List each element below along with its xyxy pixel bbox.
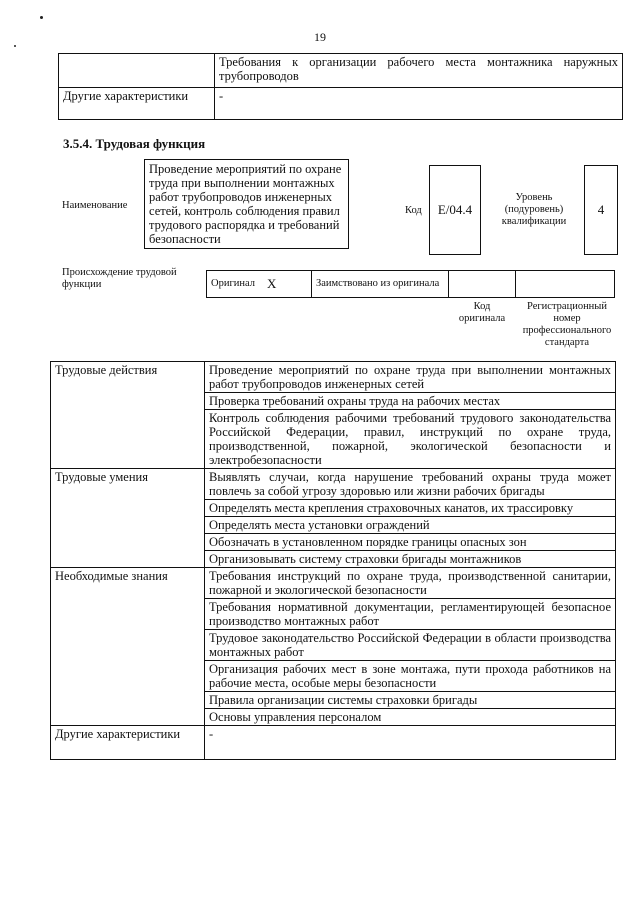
empty-cell <box>59 54 215 88</box>
original-code-caption: Код оригинала <box>458 301 506 324</box>
registration-number-caption: Регистрационный номер профессионального стандарта <box>522 301 612 348</box>
knowledge-item: Основы управления персоналом <box>205 709 616 726</box>
top-table-requirement: Требования к организации рабочего места монтажника наружных трубопроводов <box>215 54 623 88</box>
scan-dot <box>14 45 16 47</box>
main-table <box>50 361 616 760</box>
skill-item: Организовывать систему страховки бригады монтажников <box>205 551 616 568</box>
function-name: Проведение мероприятий по охране труда при выполнении монтажных работ трубопроводов инженерных сетей, контроль соблюдения правил трудового распорядка и требований безопасности <box>144 159 349 249</box>
qualification-level: 4 <box>584 165 618 255</box>
knowledge-item: Трудовое законодательство Российской Федерации в области производства монтажных работ <box>205 630 616 661</box>
section-title: 3.5.4. Трудовая функция <box>63 136 206 151</box>
original-code-cell <box>449 271 516 298</box>
original-label: Оригинал <box>207 271 264 298</box>
knowledge-item: Организация рабочих мест в зоне монтажа, пути прохода работников на рабочие места, особые меры безопасности <box>205 661 616 692</box>
name-label: Наименование <box>62 200 128 211</box>
page-number: 19 <box>314 30 326 44</box>
origin-label: Происхождение трудовой функции <box>62 267 177 290</box>
knowledge-label: Необходимые знания <box>51 568 205 726</box>
code-label: Код <box>405 205 422 216</box>
knowledge-item: Требования инструкций по охране труда, производственной санитарии, пожарной и экологической безопасности <box>205 568 616 599</box>
other-characteristics-value: - <box>215 88 623 120</box>
action-item: Контроль соблюдения рабочими требований трудового законодательства Российской Федерации, правил, инструкций по охране труда, производственной, пожарной, экологической безопасности и электробезопасности <box>205 410 616 469</box>
action-item: Проведение мероприятий по охране труда при выполнении монтажных работ трубопроводов инженерных сетей <box>205 362 616 393</box>
qualification-level-label: Уровень (подуровень) квалификации <box>501 192 567 227</box>
top-table <box>58 53 623 120</box>
other-label: Другие характеристики <box>51 726 205 760</box>
other-value: - <box>205 726 616 760</box>
registration-number-cell <box>516 271 615 298</box>
other-characteristics-label: Другие характеристики <box>59 88 215 120</box>
skill-item: Обозначать в установленном порядке границы опасных зон <box>205 534 616 551</box>
actions-label: Трудовые действия <box>51 362 205 469</box>
original-mark: X <box>263 271 312 298</box>
action-item: Проверка требований охраны труда на рабочих местах <box>205 393 616 410</box>
skill-item: Определять места установки ограждений <box>205 517 616 534</box>
function-code: E/04.4 <box>429 165 481 255</box>
origin-table <box>206 270 615 298</box>
scan-dot <box>40 16 43 19</box>
skill-item: Определять места крепления страховочных канатов, их трассировку <box>205 500 616 517</box>
skill-item: Выявлять случаи, когда нарушение требований охраны труда может повлечь за собой угрозу здоровью или жизни рабочих бригады <box>205 469 616 500</box>
knowledge-item: Правила организации системы страховки бригады <box>205 692 616 709</box>
borrowed-label: Заимствовано из оригинала <box>312 271 449 298</box>
skills-label: Трудовые умения <box>51 469 205 568</box>
knowledge-item: Требования нормативной документации, регламентирующей безопасное производство монтажных работ <box>205 599 616 630</box>
